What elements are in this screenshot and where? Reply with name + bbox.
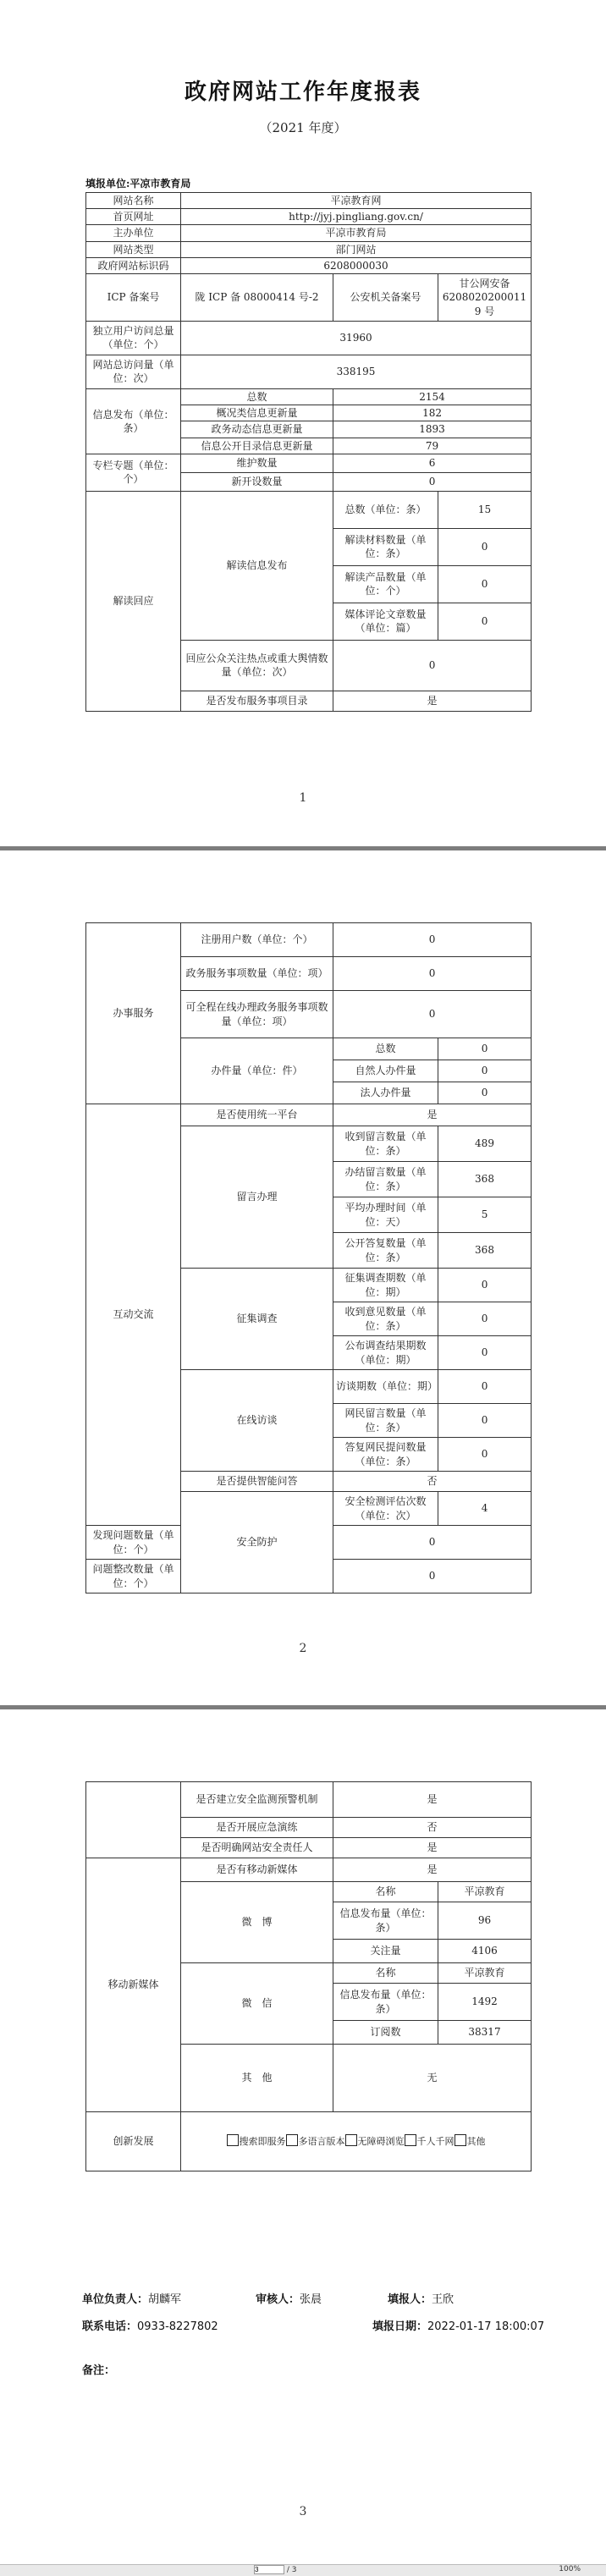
group-label-blank — [86, 1782, 181, 1858]
row-value: 31960 — [181, 321, 532, 355]
group-label: 移动新媒体 — [86, 1858, 181, 2112]
group-label: 互动交流 — [86, 1104, 181, 1526]
remarks: 备注： — [82, 2364, 116, 2377]
sub-group-label: 解读信息发布 — [181, 491, 333, 640]
row-label: 网民留言数量（单位：条） — [333, 1404, 438, 1438]
row-value: 0 — [333, 640, 532, 691]
row-value: 是 — [333, 1104, 532, 1126]
row-value: 是 — [333, 1858, 532, 1882]
row-label: 安全检测评估次数（单位：次） — [333, 1492, 438, 1526]
innovation-options — [181, 2112, 532, 2171]
checkbox-icon[interactable] — [227, 2134, 239, 2146]
group-label: 办事服务 — [86, 923, 181, 1104]
table-row — [86, 209, 532, 225]
row-value: 0 — [438, 603, 532, 640]
table-row — [86, 273, 532, 321]
row-label: 是否提供智能问答 — [181, 1472, 333, 1492]
row-label: 法人办件量 — [333, 1082, 438, 1104]
row-value: 79 — [333, 438, 532, 454]
row-label: 注册用户数（单位：个） — [181, 923, 333, 957]
row-label: 政府网站标识码 — [86, 257, 181, 273]
checkbox-icon[interactable] — [405, 2134, 416, 2146]
service-interaction-table — [85, 922, 532, 1593]
row-value: 陇 ICP 备 08000414 号-2 — [181, 273, 333, 321]
row-label: 公安机关备案号 — [333, 273, 438, 321]
report-page-2 — [0, 850, 606, 1705]
row-label: 关注量 — [333, 1940, 438, 1963]
row-value: 368 — [438, 1233, 532, 1269]
row-value: 0 — [333, 923, 532, 957]
row-label: 公开答复数量（单位：条） — [333, 1233, 438, 1269]
row-label: 解读产品数量（单位：个） — [333, 565, 438, 603]
row-value: 0 — [438, 1060, 532, 1082]
row-value: 0 — [438, 1404, 532, 1438]
row-label: 总数 — [181, 388, 333, 405]
row-value: 0 — [438, 565, 532, 603]
row-value: 是 — [333, 1838, 532, 1858]
row-label: 自然人办件量 — [333, 1060, 438, 1082]
table-row — [86, 355, 532, 388]
group-label: 安全防护 — [181, 1492, 333, 1593]
row-label: 回应公众关注热点或重大舆情数量（单位：次） — [181, 640, 333, 691]
row-label: 收到留言数量（单位：条） — [333, 1126, 438, 1162]
row-value: 甘公网安备 62080202000119 号 — [438, 273, 532, 321]
sub-group-label: 微 信 — [181, 1963, 333, 2045]
row-label: 订阅数 — [333, 2021, 438, 2045]
table-row — [86, 388, 532, 405]
row-label: 网站类型 — [86, 241, 181, 257]
row-value: 0 — [438, 1269, 532, 1302]
row-label: 公布调查结果期数（单位：期） — [333, 1336, 438, 1370]
group-label: 专栏专题（单位：个） — [86, 454, 181, 491]
page-number: 1 — [299, 791, 307, 805]
row-label: ICP 备案号 — [86, 273, 181, 321]
row-value: 338195 — [181, 355, 532, 388]
checkbox-icon[interactable] — [286, 2134, 298, 2146]
row-value: 无 — [333, 2045, 532, 2112]
row-label: 维护数量 — [181, 454, 333, 472]
row-label: 网站名称 — [86, 193, 181, 209]
table-row — [86, 1104, 532, 1126]
row-value: 38317 — [438, 2021, 532, 2045]
row-label: 收到意见数量（单位：条） — [333, 1302, 438, 1336]
row-value: 平凉教育 — [438, 1882, 532, 1902]
row-value: 0 — [438, 1370, 532, 1404]
table-row — [86, 491, 532, 528]
contact-phone: 联系电话：0933-8227802 — [82, 2320, 218, 2333]
row-value: 0 — [438, 1302, 532, 1336]
innovation-option[interactable]: 搜索即服务 — [227, 2136, 286, 2147]
row-label: 信息发布量（单位：条） — [333, 1984, 438, 2021]
row-label: 是否建立安全监测预警机制 — [181, 1782, 333, 1818]
row-label: 信息发布量（单位：条） — [333, 1902, 438, 1940]
row-value: 6208000030 — [181, 257, 532, 273]
sub-group-label: 在线访谈 — [181, 1370, 333, 1472]
innovation-option[interactable]: 其他 — [454, 2136, 486, 2147]
row-label: 总数（单位：条） — [333, 491, 438, 528]
row-label: 网站总访问量（单位：次） — [86, 355, 181, 388]
row-label: 是否明确网站安全责任人 — [181, 1838, 333, 1858]
row-label: 答复网民提问数量（单位：条） — [333, 1438, 438, 1472]
row-label: 独立用户访问总量（单位：个） — [86, 321, 181, 355]
row-label: 名称 — [333, 1963, 438, 1984]
row-value: 368 — [438, 1162, 532, 1197]
row-label: 信息公开目录信息更新量 — [181, 438, 333, 454]
page-number: 2 — [299, 1642, 307, 1655]
row-label: 是否发布服务事项目录 — [181, 691, 333, 711]
row-value: 1893 — [333, 421, 532, 438]
group-label: 创新发展 — [86, 2112, 181, 2171]
row-value: 4106 — [438, 1940, 532, 1963]
row-value: 0 — [333, 957, 532, 991]
row-label: 总数 — [333, 1038, 438, 1060]
report-year: （2021 年度） — [259, 120, 347, 135]
sub-group-label: 留言办理 — [181, 1126, 333, 1269]
row-value: 是 — [333, 691, 532, 711]
checkbox-icon[interactable] — [454, 2134, 466, 2146]
report-page-3 — [0, 1709, 606, 2564]
sub-group-label: 其 他 — [181, 2045, 333, 2112]
row-label: 解读材料数量（单位：条） — [333, 528, 438, 565]
row-label: 政务动态信息更新量 — [181, 421, 333, 438]
homepage-link[interactable]: http://jyj.pingliang.gov.cn/ — [181, 209, 532, 225]
row-label: 问题整改数量（单位：个） — [86, 1560, 181, 1593]
row-value: 6 — [333, 454, 532, 472]
row-value: 0 — [438, 528, 532, 565]
innovation-option[interactable]: 多语言版本 — [286, 2136, 345, 2147]
table-row — [86, 321, 532, 355]
table-row — [86, 923, 532, 957]
basic-info-table — [85, 192, 532, 712]
row-value: 是 — [333, 1782, 532, 1818]
table-row — [86, 241, 532, 257]
fill-date: 填报日期：2022-01-17 18:00:07 — [372, 2320, 545, 2333]
row-label: 平均办理时间（单位：天） — [333, 1197, 438, 1233]
media-innovation-table — [85, 1781, 532, 2171]
row-value: 182 — [333, 405, 532, 421]
report-page-1 — [0, 0, 606, 846]
viewer-toolbar — [0, 2564, 606, 2576]
row-value: 否 — [333, 1472, 532, 1492]
innovation-option[interactable]: 千人千网 — [405, 2136, 454, 2147]
row-value: 0 — [333, 1560, 532, 1593]
row-label: 办结留言数量（单位：条） — [333, 1162, 438, 1197]
row-value: 1492 — [438, 1984, 532, 2021]
row-label: 征集调查期数（单位：期） — [333, 1269, 438, 1302]
row-value: 5 — [438, 1197, 532, 1233]
row-value: 0 — [333, 472, 532, 491]
row-value: 0 — [333, 991, 532, 1038]
row-value: 0 — [438, 1082, 532, 1104]
filler: 填报人：王欣 — [388, 2293, 454, 2306]
row-value: 平凉教育网 — [181, 193, 532, 209]
sub-group-label: 征集调查 — [181, 1269, 333, 1370]
table-row — [86, 225, 532, 241]
row-value: 0 — [438, 1038, 532, 1060]
row-label: 是否有移动新媒体 — [181, 1858, 333, 1882]
innovation-option[interactable]: 无障碍浏览 — [345, 2136, 405, 2147]
row-value: 部门网站 — [181, 241, 532, 257]
row-value: 489 — [438, 1126, 532, 1162]
row-label: 主办单位 — [86, 225, 181, 241]
table-row — [86, 257, 532, 273]
sub-group-label: 办件量（单位：件） — [181, 1038, 333, 1104]
table-row — [86, 2112, 532, 2171]
table-row — [86, 1858, 532, 1882]
row-value: 0 — [438, 1438, 532, 1472]
fill-unit: 填报单位:平凉市教育局 — [85, 178, 191, 190]
page-input[interactable] — [254, 2565, 284, 2574]
row-value: 2154 — [333, 388, 532, 405]
row-label: 概况类信息更新量 — [181, 405, 333, 421]
row-value: 0 — [333, 1526, 532, 1560]
row-label: 名称 — [333, 1882, 438, 1902]
row-label: 发现问题数量（单位：个） — [86, 1526, 181, 1560]
row-value: 0 — [438, 1336, 532, 1370]
page-navigator — [254, 2565, 297, 2574]
group-label: 解读回应 — [86, 491, 181, 711]
page-title: 政府网站工作年度报表 — [184, 80, 421, 105]
table-row — [86, 1782, 532, 1818]
row-value: 平凉教育 — [438, 1963, 532, 1984]
row-label: 是否开展应急演练 — [181, 1818, 333, 1838]
row-value: 平凉市教育局 — [181, 225, 532, 241]
row-label: 访谈期数（单位：期） — [333, 1370, 438, 1404]
row-value: 4 — [438, 1492, 532, 1526]
row-label: 首页网址 — [86, 209, 181, 225]
checkbox-icon[interactable] — [345, 2134, 357, 2146]
row-value: 否 — [333, 1818, 532, 1838]
row-label: 是否使用统一平台 — [181, 1104, 333, 1126]
unit-head: 单位负责人：胡麟军 — [82, 2293, 182, 2306]
group-label: 信息发布（单位：条） — [86, 388, 181, 454]
zoom-level[interactable]: 100% — [559, 2565, 581, 2573]
row-label: 可全程在线办理政务服务事项数量（单位：项） — [181, 991, 333, 1038]
row-label: 新开设数量 — [181, 472, 333, 491]
sub-group-label: 微 博 — [181, 1882, 333, 1963]
row-value: 96 — [438, 1902, 532, 1940]
table-row — [86, 454, 532, 472]
page-total: / 3 — [286, 2566, 297, 2574]
table-row — [86, 193, 532, 209]
row-value: 15 — [438, 491, 532, 528]
page-number: 3 — [299, 2505, 307, 2518]
auditor: 审核人：张晨 — [256, 2293, 322, 2306]
row-label: 媒体评论文章数量（单位：篇） — [333, 603, 438, 640]
row-label: 政务服务事项数量（单位：项） — [181, 957, 333, 991]
